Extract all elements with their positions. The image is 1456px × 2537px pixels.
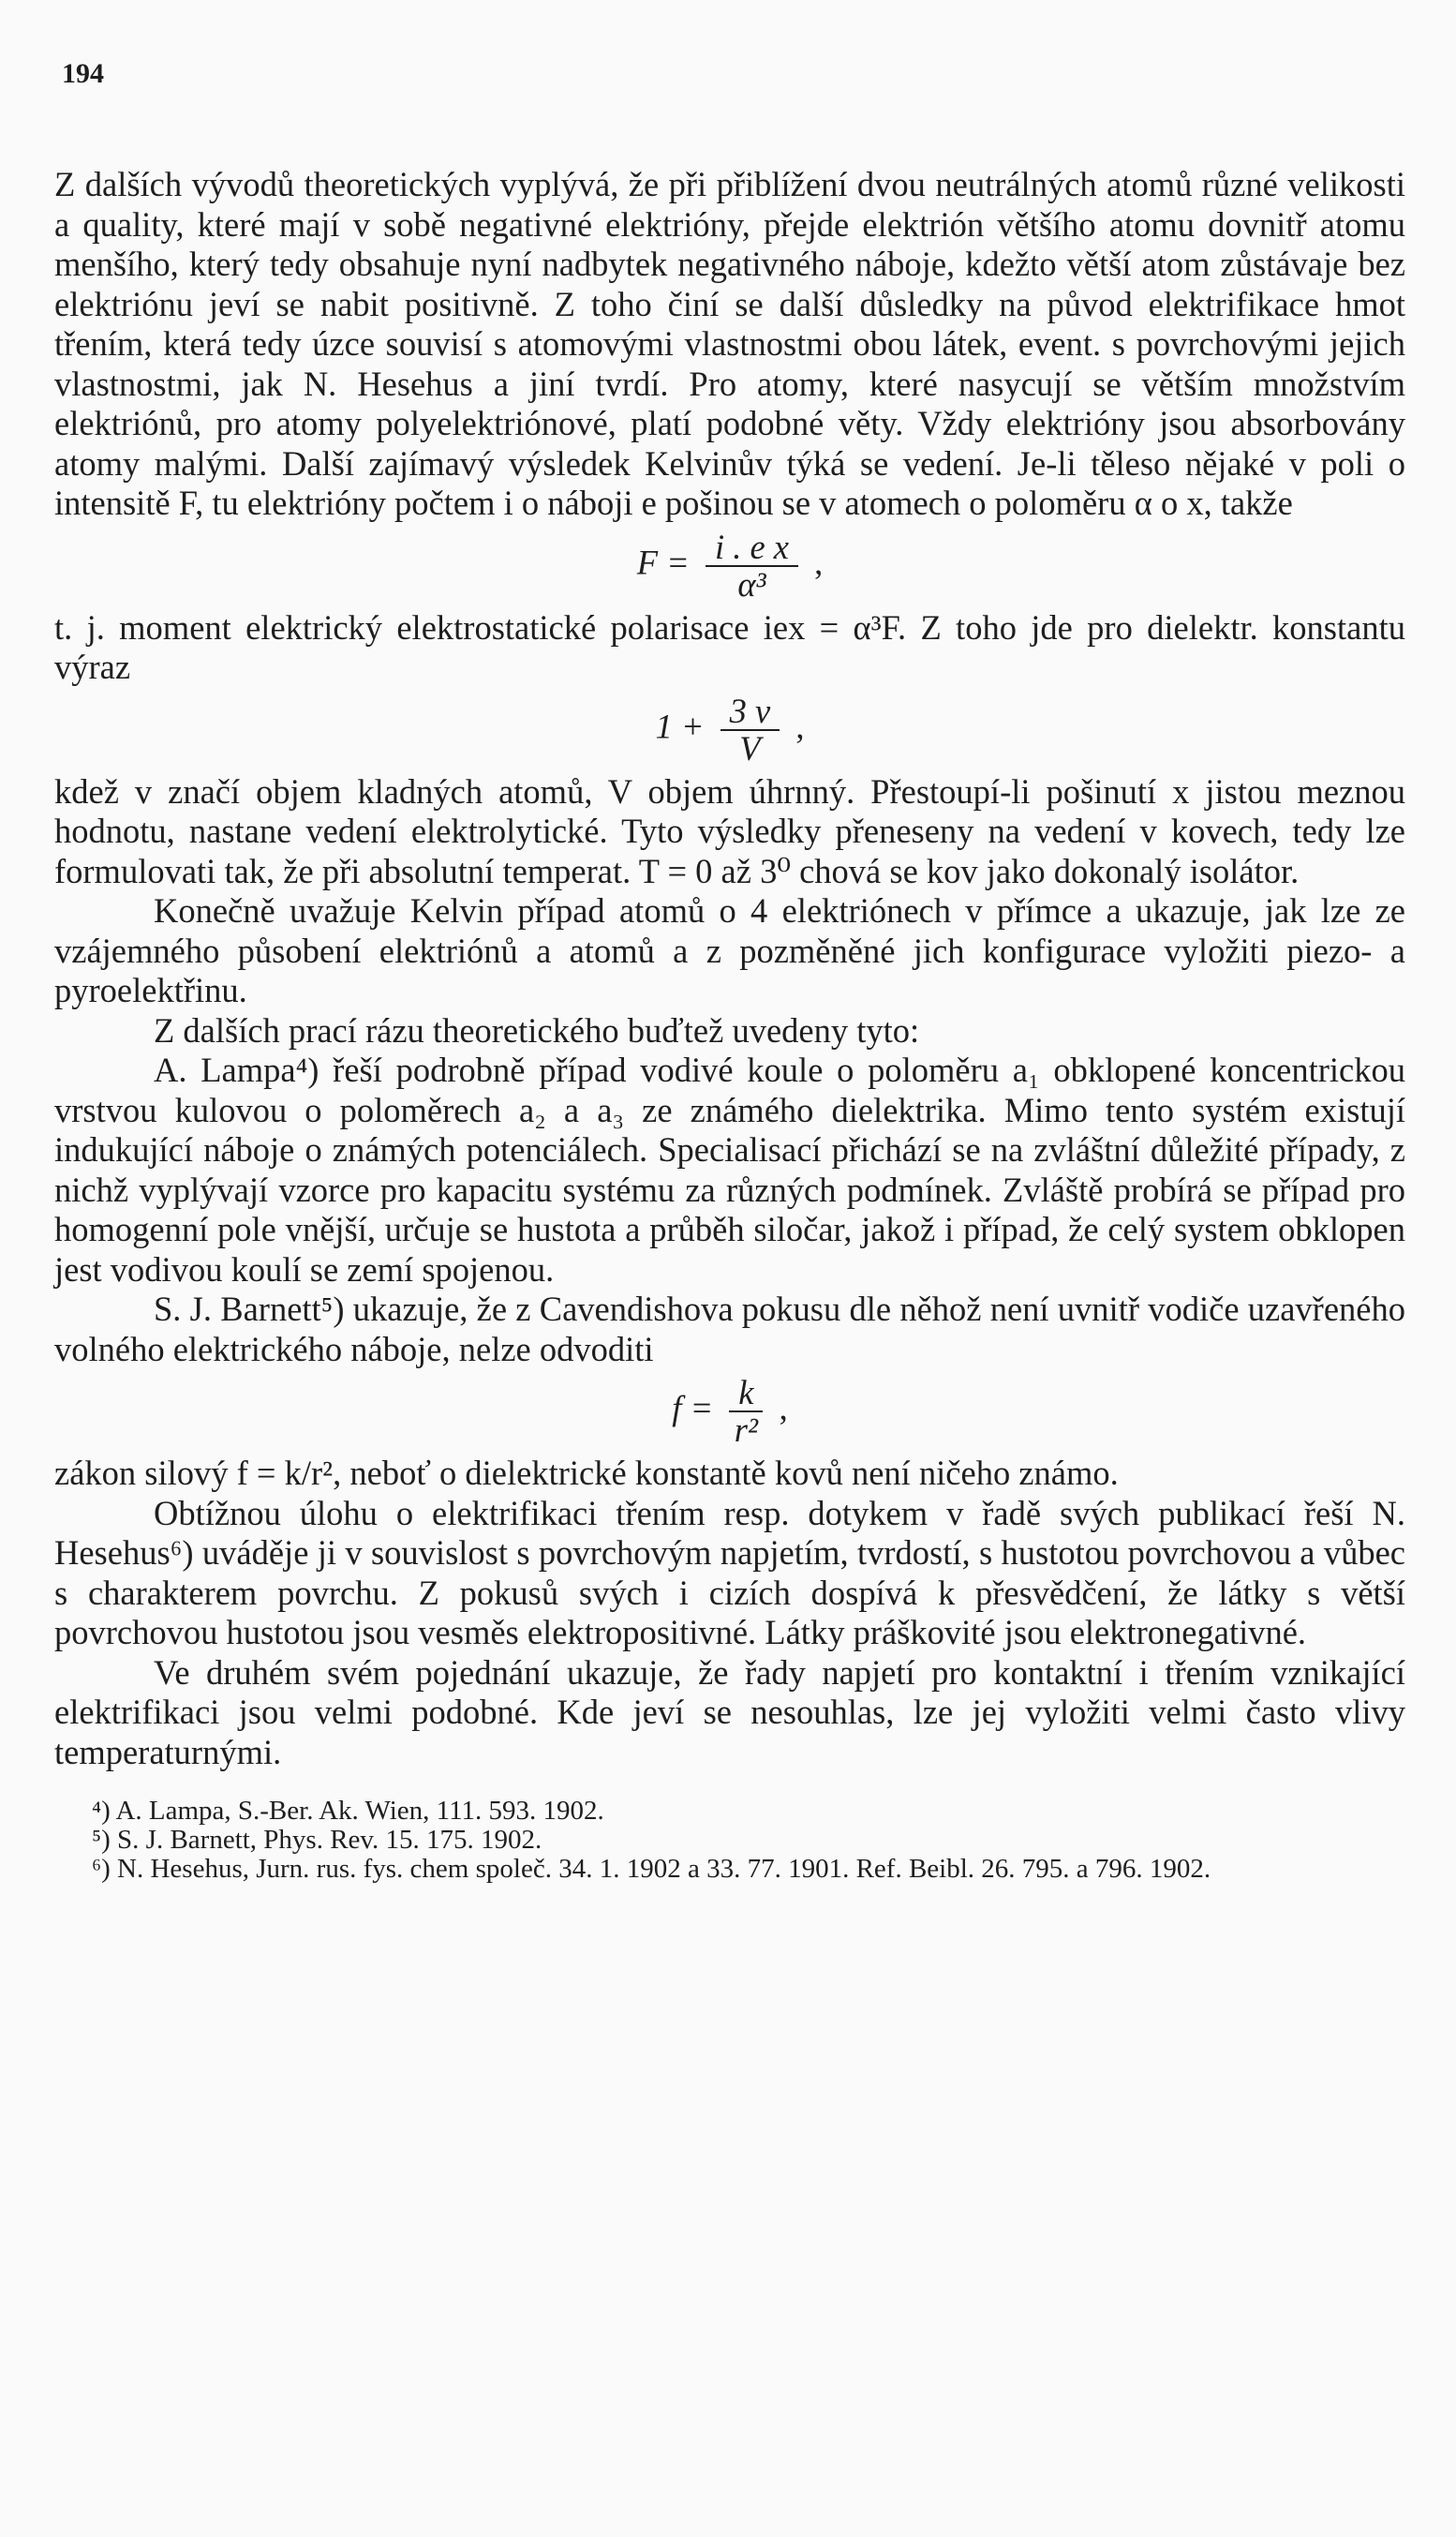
formula-2-denominator: V <box>739 728 761 768</box>
paragraph-9: Obtížnou úlohu o elektrifikaci třením resp. dotykem v řadě svých publikací řeší N. Hesehus⁶) uváděje ji v souvislost s povrchovým napjetím, tvrdostí, s hustotou povrchovou a vůbec s charakterem povrchu. Z pokusů svých i cizích dospívá k přesvědčení, že látky s větší povrchovou hustotou jsou vesměs elektropositivné. Látky práškovité jsou elektronegativné. <box>54 1493 1405 1651</box>
formula-3-numerator: k <box>729 1375 763 1412</box>
formula-3-fraction <box>729 1375 763 1448</box>
formula-force-law <box>54 1375 1405 1448</box>
formula-1-tail: , <box>814 542 824 581</box>
paragraph-8: zákon silový f = k/r², neboť o dielektrické konstantě kovů není ničeho známo. <box>54 1454 1119 1492</box>
paragraph-7: S. J. Barnett⁵) ukazuje, že z Cavendishova pokusu dle něhož není uvnitř vodiče uzavřeného volného elektrického náboje, nelze odvoditi <box>54 1290 1405 1368</box>
paragraph-3: kdež v značí objem kladných atomů, V objem úhrnný. Přestoupí-li pošinutí x jistou meznou hodnotu, nastane vedení elektrolytické. Tyto výsledky přeneseny na vedení v kovech, tedy lze formulovati tak, že při absolutní temperat. T = 0 až 3⁰ chová se kov jako dokonalý isolátor. <box>54 771 1405 890</box>
paragraph-10: Ve druhém svém pojednání ukazuje, že řady napjetí pro kontaktní i třením vznikající elektrifikaci jsou velmi podobné. Kde jeví se nesouhlas, lze jej vyložiti velmi často vlivy temperaturnými. <box>54 1652 1405 1771</box>
formula-2-tail: , <box>795 706 805 745</box>
footnotes <box>54 1797 1405 1884</box>
footnote-4 <box>92 1797 1405 1826</box>
formula-1-lhs: F = <box>636 542 690 581</box>
paragraph-2: t. j. moment elektrický elektrostatické polarisace iex = α³F. Z toho jde pro dielektr. konstantu výraz <box>54 607 1405 686</box>
formula-2-fraction <box>721 691 780 768</box>
footnote-6-text: N. Hesehus, Jurn. rus. fys. chem společ. 34. 1. 1902 a 33. 77. 1901. Ref. Beibl. 26. 795. a 796. 1902. <box>117 1854 1211 1884</box>
formula-field-strength <box>54 527 1405 604</box>
main-text <box>54 165 1405 1884</box>
formula-1-fraction <box>706 527 798 604</box>
footnote-4-text: A. Lampa, S.-Ber. Ak. Wien, 111. 593. 1902. <box>115 1796 604 1826</box>
paragraph-6: A. Lampa⁴) řeší podrobně případ vodivé koule o poloměru a₁ obklopené koncentrickou vrstvou kulovou o poloměrech a₂ a a₃ ze známého dielektrika. Mimo tento systém existují indukující náboje o známých potenciálech. Specialisací přichází se na zvláštní důležité případy, z nichž vyplývají vzorce pro kapacitu systému za různých podmínek. Zvláště probírá se případ pro homogenní pole vnější, určuje se hustota a průběh siločar, jakož i případ, že celý system obklopen jest vodivou koulí se zemí spojenou. <box>54 1051 1405 1289</box>
paragraph-1: Z dalších vývodů theoretických vyplývá, že při přiblížení dvou neutrálných atomů různé velikosti a quality, které mají v sobě negativné elektrióny, přejde elektrión většího atomu dovnitř atomu menšího, který tedy obsahuje nyní nadbytek negativného náboje, kdežto větší atom zůstávaje bez elektriónu jeví se nabit positivně. Z toho činí se další důsledky na původ elektrifikace hmot třením, která tedy úzce souvisí s atomovými vlastnostmi obou látek, event. s povrchovými jejich vlastnostmi, jak N. Hesehus a jiní tvrdí. Pro atomy, které nasycují se větším množstvím elektriónů, pro atomy polyelektriónové, platí podobné věty. Vždy elektrióny jsou absorbovány atomy malými. Další zajímavý výsledek Kelvinův týká se vedení. Je-li těleso nějaké v poli o intensitě F, tu elektrióny počtem i o náboji e pošinou se v atomech o poloměru α o x, takže <box>54 165 1405 522</box>
formula-3-tail: , <box>779 1388 788 1427</box>
footnote-5-mark: ⁵) <box>92 1825 111 1855</box>
formula-dielectric-constant <box>54 691 1405 768</box>
paragraph-5: Z dalších prací rázu theoretického buďtež uvedeny tyto: <box>154 1010 920 1050</box>
formula-3-lhs: f = <box>672 1388 714 1427</box>
formula-2-lhs: 1 + <box>655 706 705 745</box>
footnote-4-mark: ⁴) <box>92 1796 111 1826</box>
formula-3-denominator: r² <box>734 1410 758 1449</box>
footnote-6-mark: ⁶) <box>92 1854 111 1884</box>
formula-1-numerator: i . e x <box>706 530 798 567</box>
footnote-5-text: S. J. Barnett, Phys. Rev. 15. 175. 1902. <box>117 1825 542 1855</box>
footnote-5 <box>92 1826 1405 1855</box>
page-number: 194 <box>62 58 104 89</box>
formula-1-denominator: α³ <box>737 564 766 604</box>
footnote-6 <box>92 1855 1405 1884</box>
paragraph-4: Konečně uvažuje Kelvin případ atomů o 4 elektriónech v přímce a ukazuje, jak lze ze vzájemného působení elektriónů a atomů a z pozměněné jich konfigurace vyložiti piezo- a pyroelektřinu. <box>54 891 1405 1009</box>
formula-2-numerator: 3 v <box>721 694 780 731</box>
